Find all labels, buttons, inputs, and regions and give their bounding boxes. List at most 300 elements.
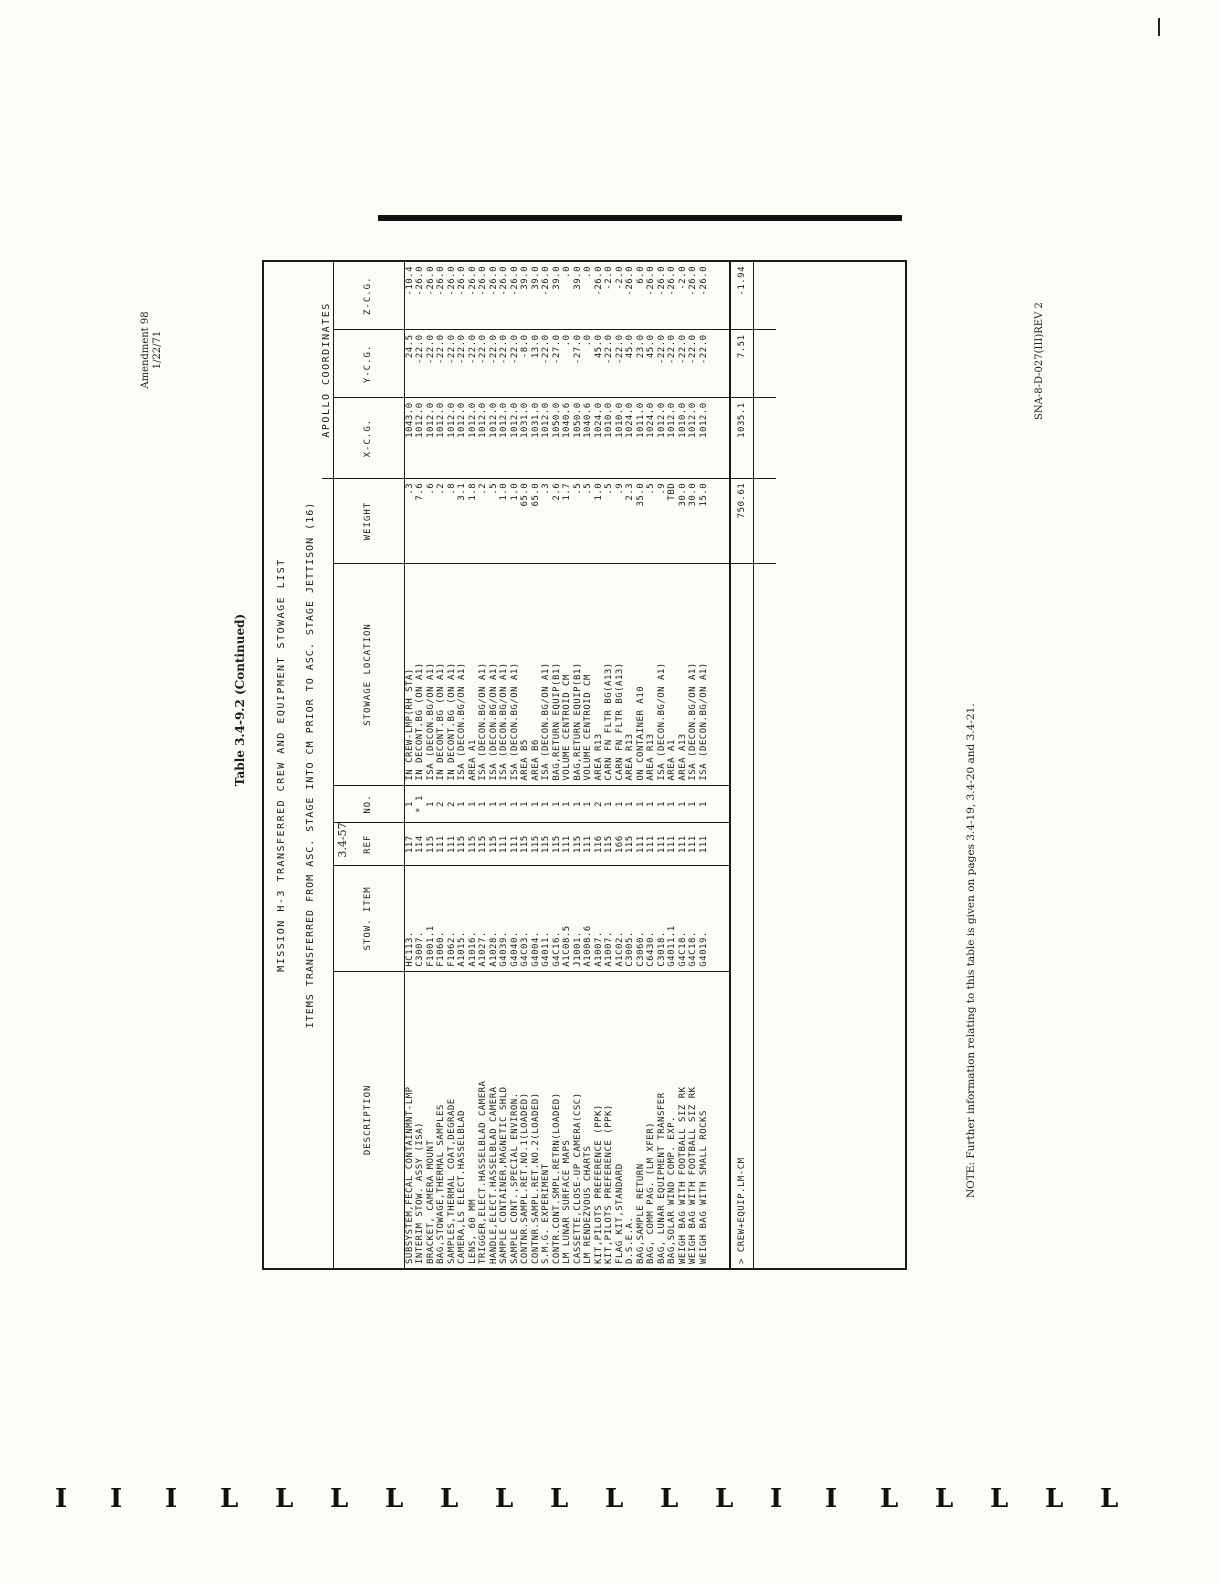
row-z-cg: -26.0 [436, 262, 447, 330]
row-x-cg: 1012.0 [510, 398, 521, 478]
row-z-cg: .0 [583, 262, 594, 330]
row-z-cg: -26.0 [699, 262, 710, 330]
total-y: 7.51 [730, 330, 754, 398]
row-location: VOLUME CENTROID CM [562, 564, 573, 785]
row-no: 1 [646, 785, 657, 823]
row-ref: 111 [436, 823, 447, 866]
row-no: 1 [583, 785, 594, 823]
row-y-cg: -22.0 [447, 330, 458, 398]
row-y-cg: -22.0 [678, 330, 689, 398]
row-x-cg: 1011.0 [636, 398, 647, 478]
row-stow-item: G4019. [699, 866, 710, 972]
row-description: CONTNR.SAMPL.RET.NO.1(LOADED) [520, 1092, 530, 1264]
row-no: 1 [426, 785, 437, 823]
section-rule [378, 215, 902, 221]
row-no: * 1 [415, 785, 426, 823]
table-row [646, 262, 657, 1268]
row-location: AREA R13 [625, 564, 636, 785]
scan-mark: L [1045, 1484, 1064, 1514]
stowage-table [262, 260, 907, 1270]
table-row [636, 262, 647, 1268]
table-title: Table 3.4-9.2 (Continued) [233, 613, 247, 787]
row-description: KIT,PILOTS PREFERENCE (PPK) [604, 1104, 614, 1264]
margin-mark [1158, 18, 1160, 36]
row-no: 1 [457, 785, 468, 823]
row-description: BAG,SOLAR WIND COMP. EXP. [667, 1116, 677, 1264]
row-y-cg: .0 [583, 330, 594, 398]
col-header-z: Z-C.G. [333, 262, 404, 330]
scan-mark: L [385, 1484, 404, 1514]
row-stow-item: G4039. [499, 866, 510, 972]
row-description: LM LUNAR SURFACE MAPS [562, 1139, 572, 1264]
row-description: BAG, LUNAR EQUIPMENT TRANSFER [656, 1092, 667, 1264]
row-y-cg: -27.0 [552, 330, 563, 398]
row-description: S.M.G. EXPERIMENT [541, 1163, 551, 1264]
row-description: WEIGH BAG WITH SMALL ROCKS [698, 1110, 709, 1264]
row-z-cg: -2.0 [678, 262, 689, 330]
row-y-cg: -22.0 [478, 330, 489, 398]
row-weight: .5 [604, 478, 615, 564]
row-description: CASSETTE,CLOSE-UP CAMERA(CSC) [572, 1092, 583, 1264]
row-weight: 35.0 [636, 478, 647, 564]
row-no: 1 [688, 785, 699, 823]
row-location: ISA (DECON.BG/ON A1) [657, 564, 668, 785]
row-stow-item: G4004. [531, 866, 542, 972]
row-no: 2 [447, 785, 458, 823]
row-description: HANDLE,ELECT.HASSELBLAD CAMERA [488, 1086, 499, 1264]
stowage-table-grid [264, 262, 776, 1268]
row-ref: 111 [499, 823, 510, 866]
row-stow-item: C3007. [415, 866, 426, 972]
table-row [468, 262, 479, 1268]
row-location: IN CREW-LMP(RH STA) [404, 564, 415, 785]
row-x-cg: 1012.0 [667, 398, 678, 478]
scan-mark: L [935, 1484, 954, 1514]
table-row [552, 262, 563, 1268]
row-z-cg: -26.0 [646, 262, 657, 330]
scan-edge-marks [55, 1484, 1155, 1514]
row-weight: 7.6 [415, 478, 426, 564]
row-description: TRIGGER,ELECT.HASSELBLAD CAMERA [478, 1080, 488, 1264]
row-stow-item: F1001.1 [426, 866, 437, 972]
row-x-cg: 1012.0 [468, 398, 479, 478]
row-weight: 65.0 [520, 478, 531, 564]
row-no: 1 [678, 785, 689, 823]
row-description: KIT,PILOTS PREFERENCE (PPK) [593, 1104, 604, 1264]
row-y-cg: -22.0 [457, 330, 468, 398]
row-location: ON CONTAINER A10 [636, 564, 647, 785]
row-y-cg: -22.0 [415, 330, 426, 398]
row-weight: .9 [615, 478, 626, 564]
row-weight: .5 [489, 478, 500, 564]
row-ref: 115 [520, 823, 531, 866]
row-ref: 115 [625, 823, 636, 866]
table-row [573, 262, 584, 1268]
total-row [730, 262, 754, 1268]
row-stow-item: A1028. [489, 866, 500, 972]
row-location: IN DECONT.BG (ON A1) [447, 564, 458, 785]
row-description: BRACKET, CAMERA MOUNT [425, 1139, 436, 1264]
footnote: NOTE: Further information relating to this table is given on pages 3.4-19, 3.4-20 and 3.4-21. [965, 703, 977, 1198]
row-stow-item: F1060. [436, 866, 447, 972]
total-label: > CREW+EQUIP.LM-CM [730, 564, 754, 1268]
row-description: BAG, COMM PAG. (LM XFER) [646, 1121, 656, 1264]
table-row [541, 262, 552, 1268]
coordinates-heading: APOLLO COORDINATES [322, 262, 333, 478]
table-row [625, 262, 636, 1268]
row-y-cg: -27.0 [573, 330, 584, 398]
table-row [457, 262, 468, 1268]
row-y-cg: -22.0 [499, 330, 510, 398]
row-ref: 111 [447, 823, 458, 866]
row-y-cg: -22.0 [468, 330, 479, 398]
row-weight: .8 [447, 478, 458, 564]
row-weight: 2.6 [552, 478, 563, 564]
row-y-cg: -22.0 [426, 330, 437, 398]
table-body [404, 262, 709, 1268]
row-weight: 15.0 [699, 478, 710, 564]
row-y-cg: -22.0 [541, 330, 552, 398]
row-description: CONTNR.SAMPL.RET.NO.2(LOADED) [530, 1092, 541, 1264]
row-stow-item: G4C16. [552, 866, 563, 972]
row-stow-item: G4011. [541, 866, 552, 972]
row-ref: 111 [688, 823, 699, 866]
row-description: SAMPLES,THERMAL COAT,DEGRADE [446, 1098, 457, 1264]
scan-mark: I [110, 1484, 123, 1514]
row-z-cg: -26.0 [426, 262, 437, 330]
row-ref: 111 [562, 823, 573, 866]
row-ref: 111 [678, 823, 689, 866]
row-stow-item: G4C18. [688, 866, 699, 972]
row-location: ISA (DECON.BG/ON A1) [699, 564, 710, 785]
row-ref: 114 [415, 823, 426, 866]
row-z-cg: -26.0 [468, 262, 479, 330]
table-row [531, 262, 542, 1268]
row-no: 1 [562, 785, 573, 823]
row-x-cg: 1024.0 [625, 398, 636, 478]
row-stow-item: J1001. [573, 866, 584, 972]
row-x-cg: 1012.0 [688, 398, 699, 478]
row-stow-item: F1062. [447, 866, 458, 972]
row-x-cg: 1010.0 [615, 398, 626, 478]
row-y-cg: -22.0 [667, 330, 678, 398]
row-location: ISA (DECON.BG/ON A1) [457, 564, 468, 785]
row-y-cg: -22.0 [489, 330, 500, 398]
row-stow-item: A1C08.5 [562, 866, 573, 972]
row-z-cg: -26.0 [499, 262, 510, 330]
row-y-cg: -22.0 [510, 330, 521, 398]
row-x-cg: 1012.0 [436, 398, 447, 478]
row-weight: 3.1 [457, 478, 468, 564]
row-no: 1 [657, 785, 668, 823]
row-location: ISA (DECON.BG/ON A1) [489, 564, 500, 785]
row-y-cg: -22.0 [615, 330, 626, 398]
scan-mark: L [220, 1484, 239, 1514]
row-y-cg: 45.0 [594, 330, 605, 398]
row-no: 1 [667, 785, 678, 823]
row-location: CARN FN FLTR BG(A13) [615, 564, 626, 785]
table-row [520, 262, 531, 1268]
row-y-cg: 13.0 [531, 330, 542, 398]
scan-mark: L [715, 1484, 734, 1514]
row-ref: 111 [636, 823, 647, 866]
document-id: SNA-8-D-027(III)REV 2 [1034, 302, 1045, 420]
row-description: INTERIM STOW. ASSY (ISA) [415, 1121, 425, 1264]
row-stow-item: G4C18. [678, 866, 689, 972]
table-row [583, 262, 594, 1268]
row-no: 2 [436, 785, 447, 823]
table-row [510, 262, 521, 1268]
row-z-cg: -26.0 [457, 262, 468, 330]
row-ref: 115 [426, 823, 437, 866]
row-description: SAMPLE CONTAINER,MAGNETIC SHLD [499, 1086, 509, 1264]
row-ref: 115 [489, 823, 500, 866]
col-header-stow-item: STOW. ITEM [333, 866, 404, 972]
row-location: IN DECONT.BG (ON A1) [436, 564, 447, 785]
row-no: 1 [699, 785, 710, 823]
row-no: 1 [404, 785, 415, 823]
row-description: BAG,SAMPLE RETURN [635, 1163, 646, 1264]
table-row [699, 262, 710, 1268]
row-x-cg: 1012.0 [657, 398, 668, 478]
row-weight: .9 [657, 478, 668, 564]
row-weight: 1.7 [562, 478, 573, 564]
row-stow-item: G4C03. [520, 866, 531, 972]
row-stow-item: C3005. [625, 866, 636, 972]
row-no: 1 [604, 785, 615, 823]
row-x-cg: 1040.6 [583, 398, 594, 478]
row-weight: .6 [426, 478, 437, 564]
scan-mark: I [770, 1484, 783, 1514]
row-z-cg: -2.0 [615, 262, 626, 330]
table-row [478, 262, 489, 1268]
row-z-cg: -26.0 [489, 262, 500, 330]
col-header-description: DESCRIPTION [333, 971, 404, 1268]
row-ref: 111 [583, 823, 594, 866]
row-x-cg: 1012.0 [426, 398, 437, 478]
row-ref: 115 [552, 823, 563, 866]
row-x-cg: 1024.0 [646, 398, 657, 478]
row-weight: 1.0 [510, 478, 521, 564]
row-location: AREA R13 [646, 564, 657, 785]
row-y-cg: -8.0 [520, 330, 531, 398]
row-x-cg: 1050.0 [552, 398, 563, 478]
row-description: FLAG KIT,STANDARD [614, 1163, 625, 1264]
row-weight: 1.0 [499, 478, 510, 564]
table-row [657, 262, 668, 1268]
row-weight: .3 [404, 478, 415, 564]
row-description: SUBSYSTEM,FECAL CONTAINMNT-LMP [404, 1086, 415, 1264]
row-y-cg: 45.0 [625, 330, 636, 398]
table-subheading: ITEMS TRANSFERRED FROM ASC. STAGE INTO CM PRIOR TO ASC. STAGE JETTISON (16) [304, 501, 316, 1029]
row-weight: TBD [667, 478, 678, 564]
row-stow-item: A1016. [468, 866, 479, 972]
row-stow-item: C3018. [657, 866, 668, 972]
row-location: ISA (DECON.BG/ON A1) [478, 564, 489, 785]
row-no: 1 [489, 785, 500, 823]
row-no: 1 [625, 785, 636, 823]
table-row [688, 262, 699, 1268]
row-z-cg: 39.0 [552, 262, 563, 330]
scan-mark: L [660, 1484, 679, 1514]
row-z-cg: -26.0 [594, 262, 605, 330]
table-row [404, 262, 415, 1268]
row-x-cg: 1012.0 [699, 398, 710, 478]
row-z-cg: -26.0 [447, 262, 458, 330]
row-ref: 115 [531, 823, 542, 866]
total-z: -1.94 [730, 262, 754, 330]
scan-mark: L [495, 1484, 514, 1514]
row-z-cg: -26.0 [657, 262, 668, 330]
row-location: AREA R13 [594, 564, 605, 785]
row-z-cg: 39.0 [520, 262, 531, 330]
scan-mark: I [825, 1484, 838, 1514]
table-row [426, 262, 437, 1268]
row-no: 1 [478, 785, 489, 823]
table-row [594, 262, 605, 1268]
scan-mark: L [440, 1484, 459, 1514]
table-row [489, 262, 500, 1268]
row-ref: 115 [541, 823, 552, 866]
row-location: AREA A13 [678, 564, 689, 785]
total-weight: 750.61 [730, 478, 754, 564]
row-no: 1 [615, 785, 626, 823]
table-row [604, 262, 615, 1268]
row-y-cg: -22.0 [604, 330, 615, 398]
row-weight: 1.8 [468, 478, 479, 564]
row-y-cg: 24.5 [404, 330, 415, 398]
scan-mark: I [55, 1484, 68, 1514]
row-z-cg: 39.0 [531, 262, 542, 330]
row-description: CAMERA,LS ELECT.HASSELBLAD [457, 1110, 467, 1264]
row-x-cg: 1012.0 [457, 398, 468, 478]
row-x-cg: 1050.0 [573, 398, 584, 478]
scan-mark: L [550, 1484, 569, 1514]
col-header-ref: REF [333, 823, 404, 866]
row-y-cg: -22.0 [657, 330, 668, 398]
row-ref: 111 [510, 823, 521, 866]
row-weight: 2.3 [625, 478, 636, 564]
scan-mark: L [330, 1484, 349, 1514]
table-row [562, 262, 573, 1268]
row-stow-item: A1007. [594, 866, 605, 972]
scan-mark: L [990, 1484, 1009, 1514]
row-z-cg: -26.0 [667, 262, 678, 330]
row-location: ISA (DECON.BG/ON A1) [426, 564, 437, 785]
row-ref: 111 [667, 823, 678, 866]
row-x-cg: 1012.0 [415, 398, 426, 478]
row-weight: 1.0 [594, 478, 605, 564]
row-x-cg: 1010.0 [604, 398, 615, 478]
row-z-cg: -26.0 [415, 262, 426, 330]
row-location: AREA A1 [468, 564, 479, 785]
row-location: ISA (DECON.BG/ON A1) [510, 564, 521, 785]
scan-mark: L [1100, 1484, 1119, 1514]
total-x: 1035.1 [730, 398, 754, 478]
row-x-cg: 1024.0 [594, 398, 605, 478]
row-description: SAMPLE CONT.,SPECIAL ENVIRON. [509, 1092, 520, 1264]
table-row [667, 262, 678, 1268]
row-location: AREA B5 [520, 564, 531, 785]
col-header-x: X-C.G. [333, 398, 404, 478]
scan-mark: I [165, 1484, 178, 1514]
row-location: ISA (DECON.BG/ON A1) [688, 564, 699, 785]
row-x-cg: 1012.0 [447, 398, 458, 478]
row-location: AREA B6 [531, 564, 542, 785]
row-ref: 111 [646, 823, 657, 866]
row-stow-item: C6430. [646, 866, 657, 972]
row-y-cg: 45.0 [646, 330, 657, 398]
row-stow-item: A1027. [478, 866, 489, 972]
table-row [415, 262, 426, 1268]
row-x-cg: 1012.0 [499, 398, 510, 478]
row-no: 1 [573, 785, 584, 823]
row-stow-item: C3060. [636, 866, 647, 972]
row-location: VOLUME CENTROID CM [583, 564, 594, 785]
row-no: 2 [594, 785, 605, 823]
table-row [447, 262, 458, 1268]
row-no: 1 [552, 785, 563, 823]
row-ref: 111 [699, 823, 710, 866]
row-x-cg: 1012.0 [489, 398, 500, 478]
row-weight: .3 [541, 478, 552, 564]
amendment-block [140, 300, 166, 400]
row-weight: 65.0 [531, 478, 542, 564]
row-weight: .2 [436, 478, 447, 564]
row-no: 1 [541, 785, 552, 823]
row-z-cg: -26.0 [478, 262, 489, 330]
row-z-cg: -26.0 [688, 262, 699, 330]
row-location: ISA (DECON.BG/ON A1) [499, 564, 510, 785]
table-heading: MISSION H-3 TRANSFERRED CREW AND EQUIPMENT STOWAGE LIST [275, 558, 287, 972]
row-stow-item: G4040. [510, 866, 521, 972]
scan-mark: L [605, 1484, 624, 1514]
row-ref: 117 [404, 823, 415, 866]
row-no: 1 [510, 785, 521, 823]
row-y-cg: -22.0 [688, 330, 699, 398]
row-weight: .2 [478, 478, 489, 564]
row-no: 1 [636, 785, 647, 823]
row-location: BAG,RETURN EQUIP(B1) [552, 564, 563, 785]
col-header-y: Y-C.G. [333, 330, 404, 398]
table-row [499, 262, 510, 1268]
row-y-cg: -22.0 [436, 330, 447, 398]
row-stow-item: A1007. [604, 866, 615, 972]
row-location: AREA A1 [667, 564, 678, 785]
row-x-cg: 1010.0 [678, 398, 689, 478]
row-description: D.S.E.A. [625, 1216, 635, 1264]
row-x-cg: 1012.0 [541, 398, 552, 478]
row-z-cg: -26.0 [510, 262, 521, 330]
row-weight: 30.0 [678, 478, 689, 564]
row-weight: .5 [646, 478, 657, 564]
row-no: 1 [520, 785, 531, 823]
row-description: LENS, 60 MM [467, 1198, 478, 1264]
amendment-date: 1/22/71 [152, 330, 163, 370]
row-z-cg: -26.0 [541, 262, 552, 330]
row-x-cg: 1031.0 [520, 398, 531, 478]
row-location: CARN FN FLTR BG(A13) [604, 564, 615, 785]
row-ref: 116 [594, 823, 605, 866]
row-weight: .5 [573, 478, 584, 564]
row-weight: .5 [583, 478, 594, 564]
row-z-cg: -26.0 [625, 262, 636, 330]
row-y-cg: -22.0 [699, 330, 710, 398]
col-header-no: NO. [333, 785, 404, 823]
row-ref: 115 [457, 823, 468, 866]
row-z-cg: -2.0 [604, 262, 615, 330]
row-location: BAG,RETURN EQUIP(B1) [573, 564, 584, 785]
